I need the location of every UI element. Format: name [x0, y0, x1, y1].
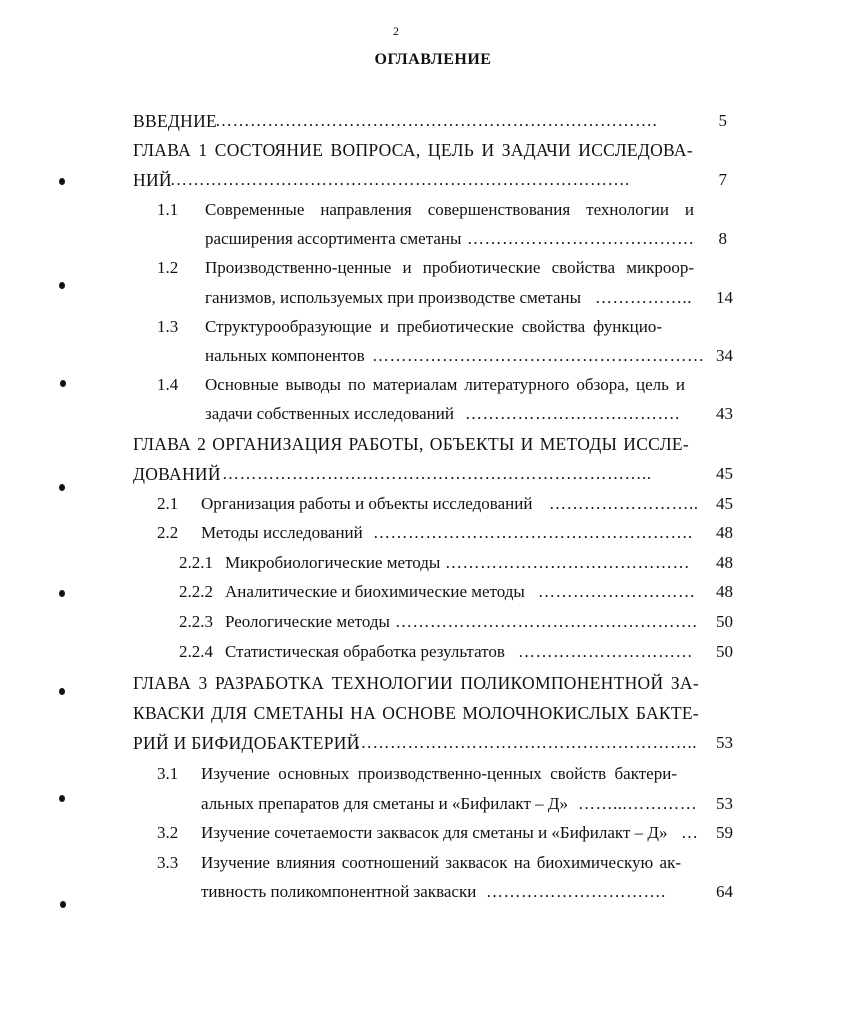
toc-section-2-1: Организация работы и объекты исследований	[201, 494, 533, 513]
toc-leader: ……………………..	[549, 494, 699, 513]
toc-section-1-1: Современные направления совершенствования технологии и	[205, 200, 694, 219]
toc-section-number: 3.3	[157, 853, 179, 872]
toc-page: 7	[718, 170, 727, 189]
binding-hole-mark	[59, 178, 65, 185]
toc-section-1-3-cont: нальных компонентов	[205, 346, 365, 365]
binding-hole-mark	[59, 282, 65, 289]
toc-subsection-2-2-1: Микробиологические методы	[225, 553, 441, 572]
toc-subsection-2-2-2: Аналитические и биохимические методы	[225, 582, 525, 601]
toc-page: 48	[716, 582, 733, 601]
toc-leader: …………………………………………….	[395, 612, 698, 631]
toc-page: 50	[716, 642, 733, 661]
toc-section-1-3: Структурообразующие и пребиотические свойства функцио-	[205, 317, 662, 336]
toc-leader: ……………..	[595, 288, 692, 307]
toc-section-3-3: Изучение влияния соотношений заквасок на биохимическую ак-	[201, 853, 681, 872]
toc-intro: ВВЕДНИЕ	[133, 111, 218, 131]
toc-leader: …	[681, 823, 699, 842]
toc-chapter-3: ГЛАВА 3 РАЗРАБОТКА ТЕХНОЛОГИИ ПОЛИКОМПОНЕНТНОЙ ЗА-	[133, 673, 699, 693]
toc-chapter-3-cont: КВАСКИ ДЛЯ СМЕТАНЫ НА ОСНОВЕ МОЛОЧНОКИСЛЫХ БАКТЕ-	[133, 703, 699, 723]
toc-section-2-2: Методы исследований	[201, 523, 363, 542]
toc-leader: ……………………………………	[445, 553, 690, 572]
binding-hole-mark	[59, 590, 65, 597]
toc-section-1-1-cont: расширения ассортимента сметаны	[205, 229, 462, 248]
toc-page: 43	[716, 404, 733, 423]
toc-subsection-2-2-4: Статистическая обработка результатов	[225, 642, 505, 661]
toc-page: 45	[716, 494, 733, 513]
toc-page: 53	[716, 733, 733, 752]
toc-page: 59	[716, 823, 733, 842]
toc-subsection-number: 2.2.3	[179, 612, 213, 631]
toc-section-3-1: Изучение основных производственно-ценных свойств бактери-	[201, 764, 677, 783]
binding-hole-mark	[60, 380, 66, 387]
toc-leader: ………………………………………………………………….	[215, 111, 658, 130]
toc-section-3-3-cont: тивность поликомпонентной закваски	[201, 882, 477, 901]
toc-chapter-2: ГЛАВА 2 ОРГАНИЗАЦИЯ РАБОТЫ, ОБЪЕКТЫ И МЕТОДЫ ИССЛЕ-	[133, 434, 689, 454]
toc-leader: …………………………………	[467, 229, 695, 248]
toc-leader: ………………………………………………………………..	[222, 464, 652, 483]
toc-page: 5	[718, 111, 727, 130]
toc-page: 48	[716, 523, 733, 542]
toc-leader: …………………………	[518, 642, 693, 661]
toc-section-number: 1.3	[157, 317, 179, 336]
page-title: ОГЛАВЛЕНИЕ	[374, 51, 492, 68]
toc-subsection-number: 2.2.2	[179, 582, 213, 601]
binding-hole-mark	[59, 688, 65, 695]
toc-leader: …………………………………………………………………….	[170, 170, 630, 189]
binding-hole-mark	[59, 484, 65, 491]
toc-page: 8	[718, 229, 727, 248]
binding-hole-mark	[60, 901, 66, 908]
toc-chapter-3-cont: РИЙ И БИФИДОБАКТЕРИЙ	[133, 733, 360, 753]
toc-section-1-2: Производственно-ценные и пробиотические свойства микроор-	[205, 258, 694, 277]
binding-hole-mark	[59, 795, 65, 802]
toc-leader: ………………………….	[486, 882, 666, 901]
toc-subsection-2-2-3: Реологические методы	[225, 612, 390, 631]
toc-leader: ………………………	[538, 582, 696, 601]
toc-leader: ……………………………………………….	[373, 523, 693, 542]
page-number: 2	[393, 24, 399, 38]
toc-leader: …………………………………………………..	[355, 733, 697, 752]
toc-section-1-4: Основные выводы по материалам литературного обзора, цель и	[205, 375, 685, 394]
toc-section-number: 3.2	[157, 823, 179, 842]
toc-section-1-2-cont: ганизмов, используемых при производстве сметаны	[205, 288, 582, 307]
toc-section-number: 1.2	[157, 258, 179, 277]
toc-subsection-number: 2.2.1	[179, 553, 213, 572]
toc-section-number: 1.1	[157, 200, 179, 219]
toc-leader: ……………………………….	[465, 404, 680, 423]
toc-subsection-number: 2.2.4	[179, 642, 213, 661]
toc-section-number: 3.1	[157, 764, 179, 783]
toc-section-3-2: Изучение сочетаемости заквасок для сметаны и «Бифилакт – Д»	[201, 823, 668, 842]
toc-leader: ……...…………	[578, 794, 698, 813]
toc-leader: …………………………………………………	[372, 346, 705, 365]
toc-page: 50	[716, 612, 733, 631]
toc-section-3-1-cont: альных препаратов для сметаны и «Бифилакт – Д»	[201, 794, 568, 813]
toc-section-1-4-cont: задачи собственных исследований	[205, 404, 454, 423]
toc-section-number: 2.1	[157, 494, 179, 513]
toc-page: 48	[716, 553, 733, 572]
toc-page: 14	[716, 288, 733, 307]
toc-section-number: 2.2	[157, 523, 179, 542]
toc-page: 45	[716, 464, 733, 483]
toc-page: 64	[716, 882, 733, 901]
toc-section-number: 1.4	[157, 375, 179, 394]
toc-page: 53	[716, 794, 733, 813]
toc-chapter-1: ГЛАВА 1 СОСТОЯНИЕ ВОПРОСА, ЦЕЛЬ И ЗАДАЧИ ИССЛЕДОВА-	[133, 140, 693, 160]
toc-chapter-2-cont: ДОВАНИЙ	[133, 464, 221, 484]
toc-page: 34	[716, 346, 733, 365]
toc-chapter-1-cont: НИЙ	[133, 170, 172, 190]
